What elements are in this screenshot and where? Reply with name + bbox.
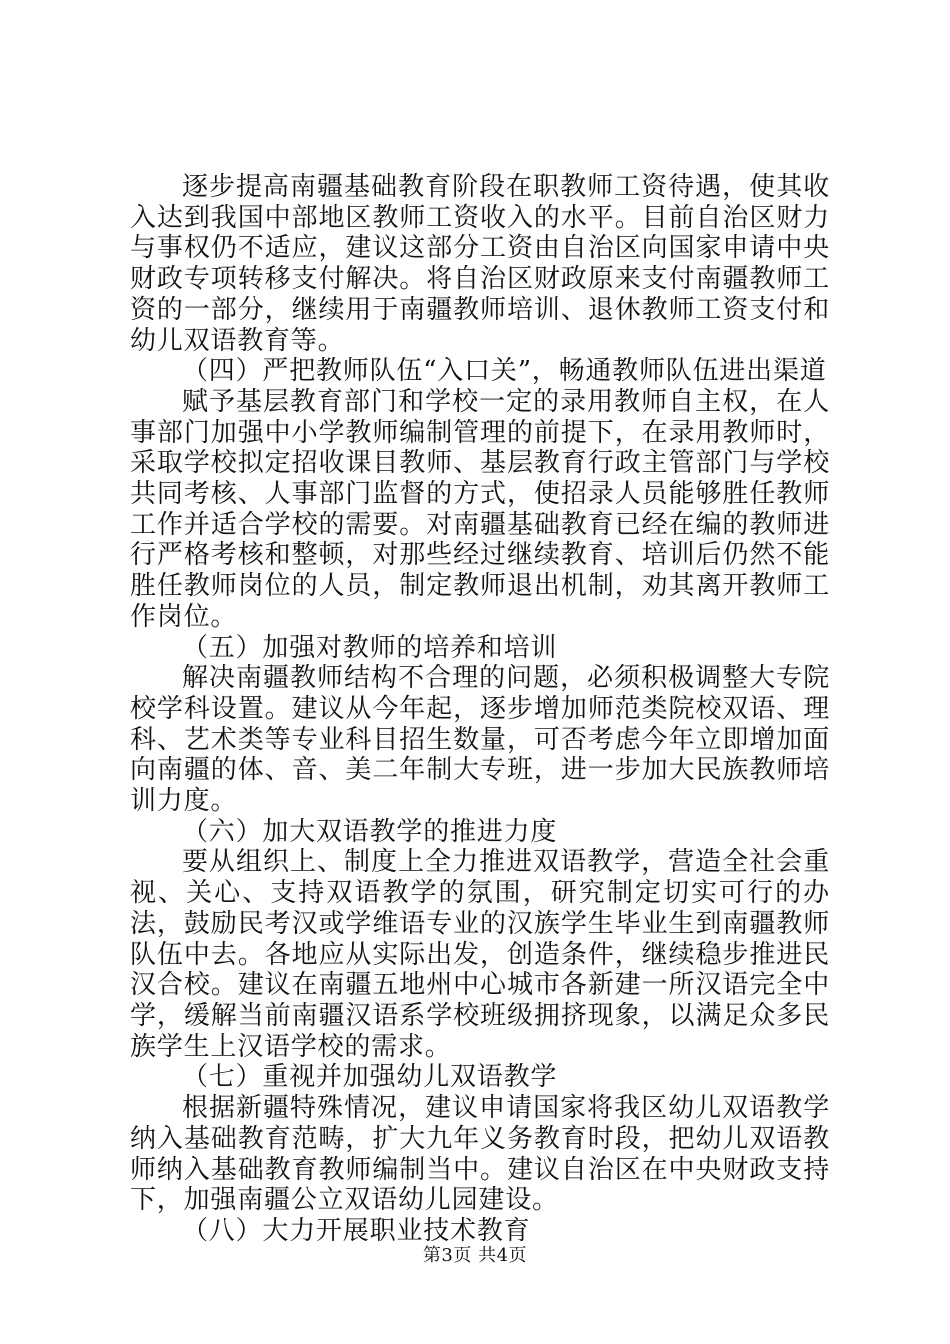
page-number-footer: 第3页 共4页: [422, 1245, 528, 1266]
section-heading-4: （四）严把教师队伍“入口关”，畅通教师队伍进出渠道: [182, 356, 827, 387]
paragraph-recruitment: 赋予基层教育部门和学校一定的录用教师自主权，在人事部门加强中小学教师编制管理的前提下，在录用教师时，采取学校拟定招收课目教师、基层教育行政主管部门与学校共同考核、人事部门监督的方式，使招录人员能够胜任教师工作并适合学校的需要。对南疆基础教育已经在编的教师进行严格考核和整顿，对那些经过继续教育、培训后仍然不能胜任教师岗位的人员，制定教师退出机制，劝其离开教师工作岗位。: [130, 386, 830, 632]
paragraph-training: 解决南疆教师结构不合理的问题，必须积极调整大专院校学科设置。建议从今年起，逐步增加师范类院校双语、理科、艺术类等专业科目招生数量，可否考虑今年立即增加面向南疆的体、音、美二年制大专班，进一步加大民族教师培训力度。: [130, 663, 830, 817]
paragraph-bilingual: 要从组织上、制度上全力推进双语教学，营造全社会重视、关心、支持双语教学的氛围，研究制定切实可行的办法，鼓励民考汉或学维语专业的汉族学生毕业生到南疆教师队伍中去。各地应从实际出发，创造条件，继续稳步推进民汉合校。建议在南疆五地州中心城市各新建一所汉语完全中学，缓解当前南疆汉语系学校班级拥挤现象，以满足众多民族学生上汉语学校的需求。: [130, 847, 830, 1062]
document-body: [130, 172, 830, 1247]
paragraph-teacher-salary: 逐步提高南疆基础教育阶段在职教师工资待遇，使其收入达到我国中部地区教师工资收入的水平。目前自治区财力与事权仍不适应，建议这部分工资由自治区向国家申请中央财政专项转移支付解决。将自治区财政原来支付南疆教师工资的一部分，继续用于南疆教师培训、退休教师工资支付和幼儿双语教育等。: [130, 172, 830, 356]
section-heading-6: （六）加大双语教学的推进力度: [182, 816, 558, 847]
section-heading-8: （八）大力开展职业技术教育: [182, 1215, 531, 1246]
section-heading-5: （五）加强对教师的培养和培训: [182, 632, 558, 663]
paragraph-preschool: 根据新疆特殊情况，建议申请国家将我区幼儿双语教学纳入基础教育范畴，扩大九年义务教育时段，把幼儿双语教师纳入基础教育教师编制当中。建议自治区在中央财政支持下，加强南疆公立双语幼儿园建设。: [130, 1093, 830, 1216]
section-heading-7: （七）重视并加强幼儿双语教学: [182, 1062, 558, 1093]
